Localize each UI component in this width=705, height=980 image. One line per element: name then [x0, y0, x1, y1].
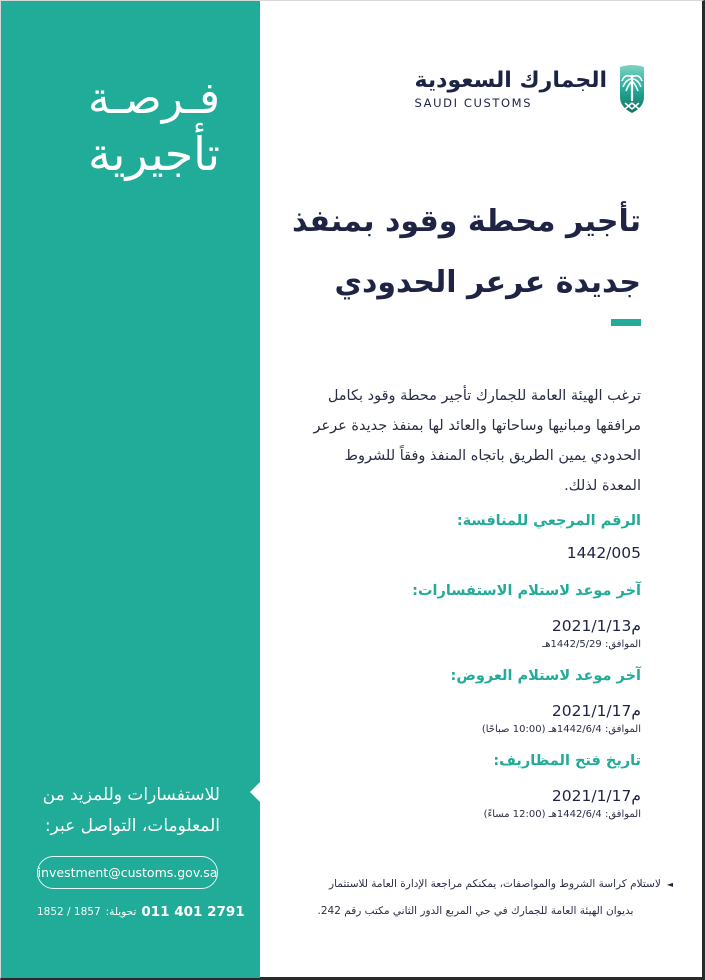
- footnote: [288, 871, 673, 924]
- field-value: 2021/1/17م: [551, 702, 641, 720]
- field-hijri-date: الموافق: 1442/6/4هـ (12:00 مساءً): [483, 809, 641, 820]
- field-value: 2021/1/13م: [551, 617, 641, 635]
- footnote-line-1: [288, 871, 673, 898]
- phone-number[interactable]: 011 401 2791: [141, 904, 245, 920]
- title-accent-bar: [611, 319, 641, 326]
- footnote-line-2: بديوان الهيئة العامة للجمارك في حي المربع الدور الثاني مكتب رقم 242.: [317, 905, 634, 917]
- headline-line-2: تأجيرية: [88, 127, 220, 181]
- field-value: 1442/005: [566, 544, 641, 562]
- bullet-triangle-icon: ◄: [666, 880, 673, 889]
- extension-label: تحويلة:: [105, 906, 137, 918]
- footnote-text-1: لاستلام كراسة الشروط والمواصفات، يمكنكم مراجعة الإدارة العامة للاستثمار: [329, 878, 661, 890]
- headline-line-1: فـرصـة: [87, 73, 220, 124]
- field-envelope-opening-date: [341, 751, 641, 822]
- extensions: 1852 / 1857: [37, 906, 101, 918]
- field-label: آخر موعد لاستلام العروض:: [450, 668, 641, 684]
- field-inquiries-deadline: [341, 581, 641, 652]
- email-button[interactable]: [37, 856, 218, 889]
- logo-english-name: SAUDI CUSTOMS: [414, 96, 533, 110]
- palm-tree-emblem-icon: [619, 63, 645, 115]
- field-offers-deadline: [341, 666, 641, 737]
- saudi-customs-logo: [415, 63, 645, 115]
- field-hijri-date: الموافق: 1442/5/29هـ: [542, 639, 641, 650]
- side-panel: [1, 1, 260, 978]
- field-reference-number: [341, 511, 641, 564]
- title-line-2: جديدة عرعر الحدودي: [334, 265, 641, 300]
- field-label: الرقم المرجعي للمنافسة:: [456, 513, 641, 529]
- contact-intro-text: للاستفسارات وللمزيد من المعلومات، التواصل عبر:: [42, 785, 220, 836]
- title-line-1: تأجير محطة وقود بمنفذ: [291, 204, 641, 239]
- main-content: [260, 1, 703, 978]
- intro-paragraph: ترغب الهيئة العامة للجمارك تأجير محطة وقود بكامل مرافقها ومبانيها وساحاتها والعائد لها بمنفذ جديدة عرعر الحدودي يمين الطريق باتجاه المنفذ وفقاً للشروط المعدة لذلك.: [313, 388, 641, 494]
- headline: [88, 71, 220, 184]
- field-label: آخر موعد لاستلام الاستفسارات:: [412, 583, 641, 599]
- field-hijri-date: الموافق: 1442/6/4هـ (10:00 صباحًا): [481, 724, 641, 735]
- logo-arabic-name: الجمارك السعودية: [414, 68, 607, 93]
- page-title: [281, 191, 641, 313]
- field-value: 2021/1/17م: [551, 787, 641, 805]
- email-address: investment@customs.gov.sa: [37, 865, 218, 880]
- logo-text: [415, 68, 607, 110]
- phone-row: [37, 904, 245, 920]
- field-label: تاريخ فتح المظاريف:: [493, 753, 641, 769]
